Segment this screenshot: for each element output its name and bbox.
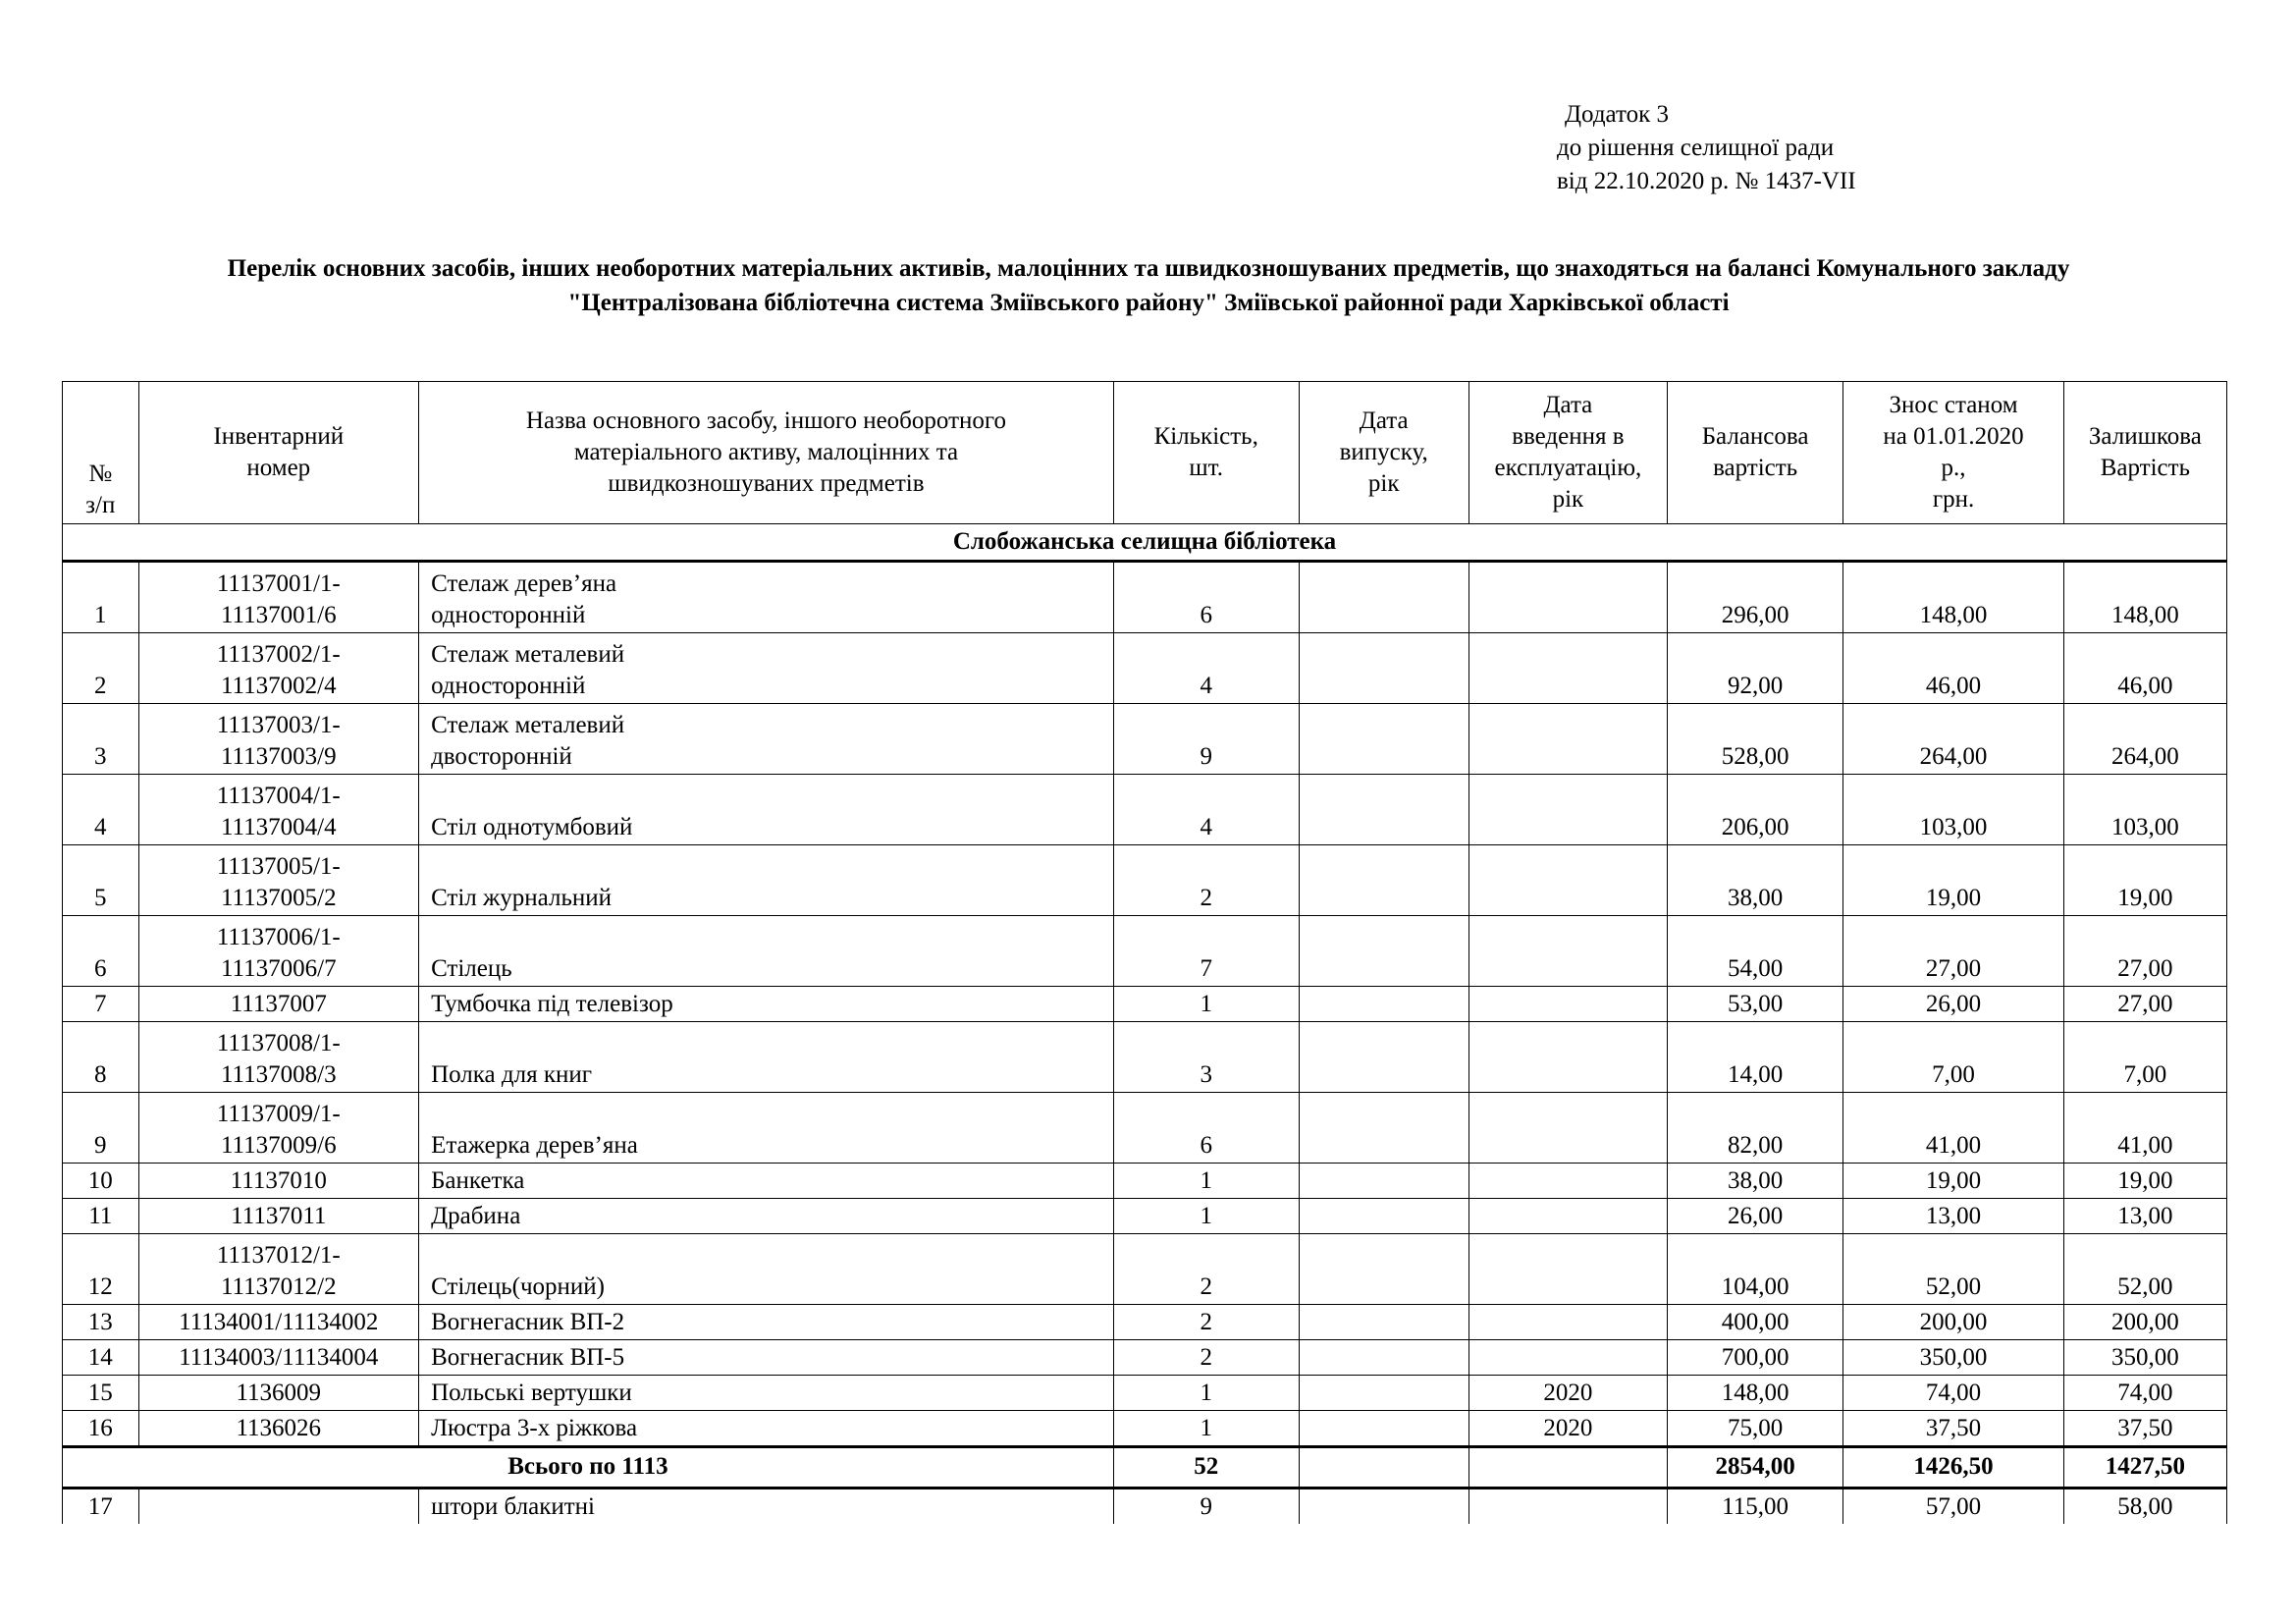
text-line: матеріального активу, малоцінних та bbox=[573, 439, 959, 465]
asset-name bbox=[419, 1411, 1114, 1447]
commission-date bbox=[1468, 1234, 1667, 1305]
balance-value: 38,00 bbox=[1667, 1164, 1843, 1199]
residual-value: 103,00 bbox=[2063, 775, 2226, 845]
wear-value: 19,00 bbox=[1843, 845, 2063, 916]
header-wear bbox=[1843, 382, 2063, 524]
commission-date bbox=[1468, 1340, 1667, 1376]
balance-value: 26,00 bbox=[1667, 1199, 1843, 1234]
inventory-number bbox=[138, 1022, 419, 1093]
text-line: швидкозношуваних предметів bbox=[608, 470, 925, 497]
header-quantity bbox=[1113, 382, 1299, 524]
header-num bbox=[63, 382, 139, 524]
text-line: Стелаж дерев’яна bbox=[431, 570, 617, 597]
wear-value: 37,50 bbox=[1843, 1411, 2063, 1447]
text-line: Інвентарний bbox=[213, 423, 345, 450]
inventory-number bbox=[138, 1340, 419, 1376]
commission-date bbox=[1468, 1305, 1667, 1340]
commission-date bbox=[1468, 1489, 1667, 1525]
text-line: Тумбочка під телевізор bbox=[431, 991, 673, 1017]
balance-value: 104,00 bbox=[1667, 1234, 1843, 1305]
text-line: рік bbox=[1552, 486, 1584, 513]
table-row bbox=[63, 1305, 2227, 1340]
text-line: 1136026 bbox=[236, 1415, 322, 1441]
quantity: 4 bbox=[1113, 633, 1299, 704]
wear-value: 57,00 bbox=[1843, 1489, 2063, 1525]
commission-date bbox=[1468, 704, 1667, 775]
asset-name: штори блакитні bbox=[419, 1489, 1114, 1525]
issue-date bbox=[1299, 987, 1468, 1022]
text-line: 11137009/1- bbox=[216, 1101, 341, 1127]
text-line: Знос станом bbox=[1889, 392, 2018, 418]
residual-value: 46,00 bbox=[2063, 633, 2226, 704]
text-line: 11137004/1- bbox=[216, 783, 341, 809]
row-number: 14 bbox=[63, 1340, 139, 1376]
text-line: 11137009/6 bbox=[220, 1132, 337, 1159]
balance-value: 14,00 bbox=[1667, 1022, 1843, 1093]
text-line: 11137008/1- bbox=[216, 1030, 341, 1056]
wear-value: 26,00 bbox=[1843, 987, 2063, 1022]
row-number: 9 bbox=[63, 1093, 139, 1164]
balance-value: 206,00 bbox=[1667, 775, 1843, 845]
balance-value: 700,00 bbox=[1667, 1340, 1843, 1376]
quantity: 2 bbox=[1113, 1305, 1299, 1340]
issue-date bbox=[1299, 1199, 1468, 1234]
annex-line-3: від 22.10.2020 р. № 1437-VІІ bbox=[1557, 168, 1856, 194]
balance-value: 115,00 bbox=[1667, 1489, 1843, 1525]
balance-value: 53,00 bbox=[1667, 987, 1843, 1022]
quantity: 2 bbox=[1113, 1340, 1299, 1376]
balance-value: 82,00 bbox=[1667, 1093, 1843, 1164]
row-number: 5 bbox=[63, 845, 139, 916]
text-line: Вогнегасник ВП-5 bbox=[431, 1344, 625, 1371]
residual-value: 41,00 bbox=[2063, 1093, 2226, 1164]
table-row bbox=[63, 1376, 2227, 1411]
row-number: 4 bbox=[63, 775, 139, 845]
header-asset-name bbox=[419, 382, 1114, 524]
quantity: 1 bbox=[1113, 987, 1299, 1022]
wear-value: 41,00 bbox=[1843, 1093, 2063, 1164]
inventory-number bbox=[138, 1093, 419, 1164]
text-line: грн. bbox=[1932, 486, 1975, 513]
commission-date bbox=[1468, 916, 1667, 987]
row-number: 10 bbox=[63, 1164, 139, 1199]
text-line: 11137010 bbox=[230, 1167, 327, 1194]
text-line: Банкетка bbox=[431, 1167, 525, 1194]
residual-value: 350,00 bbox=[2063, 1340, 2226, 1376]
wear-value: 350,00 bbox=[1843, 1340, 2063, 1376]
inventory-number bbox=[138, 775, 419, 845]
inventory-number bbox=[138, 845, 419, 916]
asset-name bbox=[419, 1164, 1114, 1199]
wear-value: 52,00 bbox=[1843, 1234, 2063, 1305]
inventory-number bbox=[138, 1411, 419, 1447]
issue-date bbox=[1299, 775, 1468, 845]
inventory-number bbox=[138, 1376, 419, 1411]
asset-name bbox=[419, 633, 1114, 704]
asset-name bbox=[419, 775, 1114, 845]
asset-name bbox=[419, 1305, 1114, 1340]
wear-value: 74,00 bbox=[1843, 1376, 2063, 1411]
text-line: р., bbox=[1941, 455, 1966, 481]
text-line: 11137011 bbox=[231, 1203, 327, 1229]
commission-date bbox=[1468, 775, 1667, 845]
commission-date bbox=[1468, 1022, 1667, 1093]
text-line: Польські вертушки bbox=[431, 1380, 632, 1406]
document-title bbox=[59, 251, 2238, 320]
text-line: Стелаж металевий bbox=[431, 641, 625, 668]
annex-line-1: Додаток 3 bbox=[1565, 101, 1669, 128]
text-line: 11137003/9 bbox=[220, 743, 337, 770]
issue-date bbox=[1299, 1234, 1468, 1305]
section-row bbox=[63, 524, 2227, 562]
table-row bbox=[63, 1093, 2227, 1164]
text-line: з/п bbox=[85, 492, 116, 518]
table-row bbox=[63, 562, 2227, 633]
text-line: Стелаж металевий bbox=[431, 712, 625, 738]
text-line: № bbox=[88, 460, 113, 487]
issue-date bbox=[1299, 916, 1468, 987]
commission-date bbox=[1468, 845, 1667, 916]
commission-date bbox=[1468, 987, 1667, 1022]
table-row bbox=[63, 916, 2227, 987]
total-residual-value: 1427,50 bbox=[2063, 1447, 2226, 1489]
header-residual-value bbox=[2063, 382, 2226, 524]
text-line: Полка для книг bbox=[431, 1061, 592, 1088]
text-line: Дата bbox=[1359, 407, 1409, 434]
balance-value: 75,00 bbox=[1667, 1411, 1843, 1447]
total-wear-value: 1426,50 bbox=[1843, 1447, 2063, 1489]
residual-value: 7,00 bbox=[2063, 1022, 2226, 1093]
table-row bbox=[63, 1199, 2227, 1234]
residual-value: 27,00 bbox=[2063, 987, 2226, 1022]
header-row bbox=[63, 382, 2227, 524]
asset-name bbox=[419, 704, 1114, 775]
table-row bbox=[63, 633, 2227, 704]
text-line: 11137012/2 bbox=[220, 1273, 337, 1300]
text-line: Драбина bbox=[431, 1203, 521, 1229]
row-number: 7 bbox=[63, 987, 139, 1022]
table-row bbox=[63, 704, 2227, 775]
commission-date bbox=[1468, 1199, 1667, 1234]
commission-date bbox=[1468, 1093, 1667, 1164]
row-number: 13 bbox=[63, 1305, 139, 1340]
inventory-number bbox=[138, 1489, 419, 1525]
inventory-number bbox=[138, 1164, 419, 1199]
balance-value: 148,00 bbox=[1667, 1376, 1843, 1411]
table-row bbox=[63, 1489, 2227, 1525]
text-line: 11137005/1- bbox=[216, 853, 341, 880]
total-balance-value: 2854,00 bbox=[1667, 1447, 1843, 1489]
quantity: 4 bbox=[1113, 775, 1299, 845]
residual-value: 19,00 bbox=[2063, 1164, 2226, 1199]
wear-value: 46,00 bbox=[1843, 633, 2063, 704]
text-line: Назва основного засобу, іншого необоротного bbox=[525, 407, 1007, 434]
inventory-number bbox=[138, 562, 419, 633]
title-line-1: Перелік основних засобів, інших необоротних матеріальних активів, малоцінних та швидкозношуваних предметів, що знаходяться на балансі Комунального закладу bbox=[227, 255, 2070, 282]
text-line: Стілець bbox=[431, 955, 512, 982]
issue-date bbox=[1299, 562, 1468, 633]
row-number: 11 bbox=[63, 1199, 139, 1234]
wear-value: 19,00 bbox=[1843, 1164, 2063, 1199]
issue-date bbox=[1299, 1305, 1468, 1340]
section-title: Слобожанська селищна бібліотека bbox=[63, 524, 2227, 562]
row-number: 17 bbox=[63, 1489, 139, 1525]
residual-value: 27,00 bbox=[2063, 916, 2226, 987]
text-line: 11134001/11134002 bbox=[179, 1309, 379, 1335]
text-line: 11137005/2 bbox=[220, 885, 337, 911]
asset-name bbox=[419, 1340, 1114, 1376]
residual-value: 13,00 bbox=[2063, 1199, 2226, 1234]
text-line: Балансова bbox=[1701, 423, 1809, 450]
asset-name bbox=[419, 987, 1114, 1022]
residual-value: 148,00 bbox=[2063, 562, 2226, 633]
asset-name bbox=[419, 845, 1114, 916]
text-line: рік bbox=[1367, 470, 1400, 497]
header-commission-date bbox=[1468, 382, 1667, 524]
wear-value: 13,00 bbox=[1843, 1199, 2063, 1234]
residual-value: 200,00 bbox=[2063, 1305, 2226, 1340]
issue-date bbox=[1299, 704, 1468, 775]
text-line: 11137007 bbox=[230, 991, 327, 1017]
table-row bbox=[63, 845, 2227, 916]
inventory-number bbox=[138, 633, 419, 704]
text-line: Стіл журнальний bbox=[431, 885, 612, 911]
residual-value: 19,00 bbox=[2063, 845, 2226, 916]
total-commission-date bbox=[1468, 1447, 1667, 1489]
quantity: 3 bbox=[1113, 1022, 1299, 1093]
wear-value: 200,00 bbox=[1843, 1305, 2063, 1340]
table-row bbox=[63, 1411, 2227, 1447]
quantity: 9 bbox=[1113, 704, 1299, 775]
table-row bbox=[63, 1340, 2227, 1376]
text-line: двосторонній bbox=[431, 743, 572, 770]
residual-value: 37,50 bbox=[2063, 1411, 2226, 1447]
title-line-2: "Централізована бібліотечна система Зміївського району" Зміївської районної ради Харківської області bbox=[567, 290, 1730, 316]
text-line: Стіл однотумбовий bbox=[431, 814, 633, 840]
quantity: 7 bbox=[1113, 916, 1299, 987]
row-number: 15 bbox=[63, 1376, 139, 1411]
text-line: 11137006/1- bbox=[216, 924, 341, 950]
text-line: односторонній bbox=[431, 673, 586, 699]
text-line: номер bbox=[246, 455, 311, 481]
quantity: 2 bbox=[1113, 1234, 1299, 1305]
inventory-number bbox=[138, 987, 419, 1022]
balance-value: 296,00 bbox=[1667, 562, 1843, 633]
quantity: 9 bbox=[1113, 1489, 1299, 1525]
text-line: 11137006/7 bbox=[220, 955, 337, 982]
text-line: випуску, bbox=[1339, 439, 1428, 465]
quantity: 1 bbox=[1113, 1199, 1299, 1234]
asset-name bbox=[419, 1376, 1114, 1411]
text-line: 11137001/6 bbox=[220, 602, 337, 628]
text-line: 11137002/4 bbox=[220, 673, 337, 699]
assets-table bbox=[62, 381, 2227, 1524]
quantity: 6 bbox=[1113, 1093, 1299, 1164]
wear-value: 7,00 bbox=[1843, 1022, 2063, 1093]
text-line: Вартість bbox=[2100, 455, 2190, 481]
issue-date bbox=[1299, 1489, 1468, 1525]
text-line: 11137002/1- bbox=[216, 641, 341, 668]
row-number: 3 bbox=[63, 704, 139, 775]
text-line: Залишкова bbox=[2088, 423, 2202, 450]
asset-name bbox=[419, 916, 1114, 987]
text-line: 11137012/1- bbox=[216, 1242, 341, 1269]
row-number: 1 bbox=[63, 562, 139, 633]
issue-date bbox=[1299, 845, 1468, 916]
issue-date bbox=[1299, 1022, 1468, 1093]
asset-name bbox=[419, 1234, 1114, 1305]
commission-date: 2020 bbox=[1468, 1376, 1667, 1411]
table-row bbox=[63, 1022, 2227, 1093]
text-line: Дата bbox=[1543, 392, 1593, 418]
text-line: 11137003/1- bbox=[216, 712, 341, 738]
text-line: вартість bbox=[1713, 455, 1798, 481]
issue-date bbox=[1299, 1411, 1468, 1447]
table-row bbox=[63, 1164, 2227, 1199]
inventory-number bbox=[138, 704, 419, 775]
text-line: Кількість, bbox=[1153, 423, 1258, 450]
text-line: 11137004/4 bbox=[220, 814, 337, 840]
text-line: 11137001/1- bbox=[216, 570, 341, 597]
header-inventory-number bbox=[138, 382, 419, 524]
quantity: 1 bbox=[1113, 1411, 1299, 1447]
text-line: 11137008/3 bbox=[220, 1061, 337, 1088]
text-line: Етажерка дерев’яна bbox=[431, 1132, 638, 1159]
annex-line-2: до рішення селищної ради bbox=[1557, 135, 1835, 161]
inventory-number bbox=[138, 1305, 419, 1340]
quantity: 1 bbox=[1113, 1376, 1299, 1411]
total-quantity: 52 bbox=[1113, 1447, 1299, 1489]
text-line: 11134003/11134004 bbox=[179, 1344, 379, 1371]
table-row bbox=[63, 775, 2227, 845]
text-line: шт. bbox=[1189, 455, 1223, 481]
wear-value: 148,00 bbox=[1843, 562, 2063, 633]
text-line: односторонній bbox=[431, 602, 586, 628]
issue-date bbox=[1299, 1164, 1468, 1199]
text-line: Люстра 3-х ріжкова bbox=[431, 1415, 638, 1441]
balance-value: 54,00 bbox=[1667, 916, 1843, 987]
total-row bbox=[63, 1447, 2227, 1489]
balance-value: 38,00 bbox=[1667, 845, 1843, 916]
row-number: 8 bbox=[63, 1022, 139, 1093]
balance-value: 400,00 bbox=[1667, 1305, 1843, 1340]
commission-date: 2020 bbox=[1468, 1411, 1667, 1447]
commission-date bbox=[1468, 562, 1667, 633]
inventory-number bbox=[138, 1199, 419, 1234]
residual-value: 264,00 bbox=[2063, 704, 2226, 775]
issue-date bbox=[1299, 1340, 1468, 1376]
quantity: 6 bbox=[1113, 562, 1299, 633]
quantity: 1 bbox=[1113, 1164, 1299, 1199]
text-line: Вогнегасник ВП-2 bbox=[431, 1309, 625, 1335]
row-number: 2 bbox=[63, 633, 139, 704]
row-number: 16 bbox=[63, 1411, 139, 1447]
asset-name bbox=[419, 1093, 1114, 1164]
quantity: 2 bbox=[1113, 845, 1299, 916]
header-balance-value bbox=[1667, 382, 1843, 524]
commission-date bbox=[1468, 1164, 1667, 1199]
text-line: експлуатацію, bbox=[1494, 455, 1642, 481]
total-label: Всього по 1113 bbox=[63, 1447, 1114, 1489]
header-issue-date bbox=[1299, 382, 1468, 524]
row-number: 6 bbox=[63, 916, 139, 987]
text-line: Стілець(чорний) bbox=[431, 1273, 605, 1300]
inventory-number bbox=[138, 1234, 419, 1305]
wear-value: 103,00 bbox=[1843, 775, 2063, 845]
text-line: введення в bbox=[1512, 423, 1625, 450]
asset-name bbox=[419, 1022, 1114, 1093]
balance-value: 528,00 bbox=[1667, 704, 1843, 775]
text-line: на 01.01.2020 bbox=[1883, 423, 2024, 450]
balance-value: 92,00 bbox=[1667, 633, 1843, 704]
inventory-number bbox=[138, 916, 419, 987]
asset-name bbox=[419, 562, 1114, 633]
table-row bbox=[63, 987, 2227, 1022]
wear-value: 27,00 bbox=[1843, 916, 2063, 987]
issue-date bbox=[1299, 633, 1468, 704]
wear-value: 264,00 bbox=[1843, 704, 2063, 775]
issue-date bbox=[1299, 1093, 1468, 1164]
residual-value: 74,00 bbox=[2063, 1376, 2226, 1411]
row-number: 12 bbox=[63, 1234, 139, 1305]
table-row bbox=[63, 1234, 2227, 1305]
total-issue-date bbox=[1299, 1447, 1468, 1489]
issue-date bbox=[1299, 1376, 1468, 1411]
residual-value: 52,00 bbox=[2063, 1234, 2226, 1305]
asset-name bbox=[419, 1199, 1114, 1234]
residual-value: 58,00 bbox=[2063, 1489, 2226, 1525]
annex-note bbox=[1557, 98, 1856, 198]
commission-date bbox=[1468, 633, 1667, 704]
text-line: 1136009 bbox=[236, 1380, 322, 1406]
